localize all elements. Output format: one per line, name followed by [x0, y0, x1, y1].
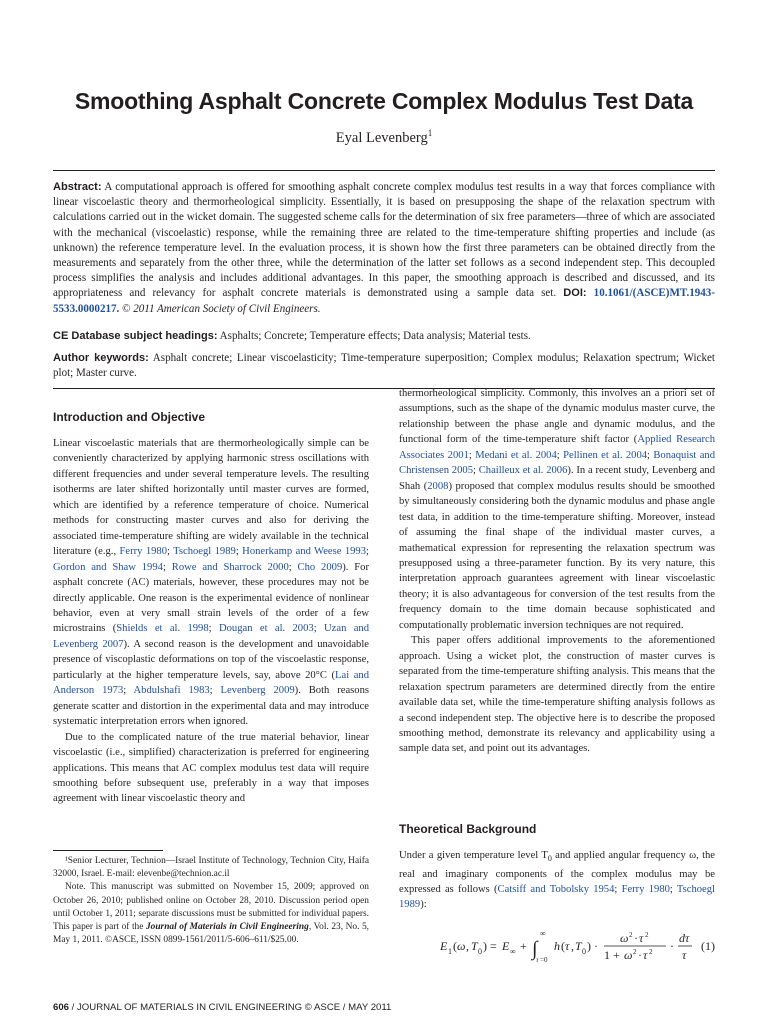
svg-text:,: ,	[571, 939, 574, 953]
svg-text:1 +: 1 +	[604, 948, 620, 962]
subject-text: Asphalts; Concrete; Temperature effects; Data analysis; Material tests.	[217, 330, 531, 342]
svg-text:) =: ) =	[483, 939, 497, 953]
text-run: , Vol. 23, No. 5, May 1, 2011. ©ASCE, ISSN 0899-1561/2011/5-606–611/$25.00.	[53, 922, 370, 946]
text-run: ) proposed that complex modulus results should be smoothed by simultaneously considering both the dynamic modulus and phase angle test data, in addition to the time-temperature shifting. Moreover, instead of assuming the final shape of the individual master curves, a mathematical expression for representing the relaxation spectrum was presupposed using a three-parameter function. By its very nature, this interpretation approach guarantees agreement with linear viscoelastic theory; it is also advantageous for conversion of the test results from the frequency domain to the time domain because sophisticated and computationally problematic inversion techniques are not required.	[399, 480, 715, 631]
svg-text:0: 0	[582, 947, 586, 956]
svg-text:T: T	[575, 939, 582, 953]
text-run: and applied angular frequency ω, the real and imaginary components of the complex modulus may be expressed as follows (	[399, 850, 716, 896]
text-run: ;	[167, 546, 174, 558]
footnote	[53, 855, 369, 947]
author-line	[0, 128, 768, 147]
right-column	[399, 386, 715, 757]
text-run: ;	[468, 449, 476, 461]
theory-paragraph	[399, 848, 715, 913]
abstract-label: Abstract:	[53, 181, 102, 193]
text-run: ;	[235, 546, 243, 558]
svg-text:dτ: dτ	[679, 931, 690, 945]
citation-link[interactable]: Pellinen et al. 2004	[563, 449, 648, 461]
citation-link[interactable]: Tschoegl 1989	[173, 546, 236, 558]
citation-link[interactable]: Tschoegl 1989	[399, 884, 715, 911]
subject-headings	[53, 329, 715, 344]
footnote-affiliation: ¹Senior Lecturer, Technion—Israel Institute of Technology, Technion City, Haifa 32000, Israel. E-mail: elevenbe@technion.ac.il	[53, 856, 369, 880]
text-run: ). A second reason is the development and unavoidable presence of viscoplastic deformations on top of the viscoelastic response, particularly at the higher temperature levels, say, above 20°C (	[53, 638, 369, 681]
keywords-text: Asphalt concrete; Linear viscoelasticity; Time-temperature superposition; Complex modulus; Relaxation spectrum; Wicket plot; Master curve.	[53, 352, 715, 380]
svg-text:2: 2	[629, 931, 633, 939]
text-run: Under a given temperature level T	[399, 850, 548, 861]
text-run: Linear viscoelastic materials that are thermorheologically simple can be conveniently characterized by applying harmonic stress oscillations with different frequencies and under several temperature levels. The resulting isotherms are later shifted horizontally until master curves are formed, which are identified by a reference temperature of choice. Numerical methods for constructing master curves and also for deriving the associated time-temperature shifting are widely available in the technical literature (e.g.,	[53, 438, 369, 558]
text-run: ). For asphalt concrete (AC) materials, however, these procedures may not be directly applicable. One reason is the experimental evidence of nonlinear behavior, even at very small strain levels of the order of a few microstrains (	[53, 561, 369, 635]
text-run: ;	[162, 561, 172, 573]
svg-text:τ: τ	[682, 948, 687, 962]
copyright: © 2011 American Society of Civil Engineers.	[119, 302, 321, 315]
svg-text:h: h	[554, 939, 560, 953]
svg-text:·: ·	[638, 948, 642, 962]
author-name: Eyal Levenberg	[335, 129, 428, 146]
citation-link[interactable]: Ferry 1980	[119, 546, 168, 558]
citation-link[interactable]: Uzan and Levenberg 2007	[53, 623, 370, 650]
svg-text:∞: ∞	[540, 929, 546, 938]
text-run: ). In a recent study, Levenberg and Shah (	[399, 465, 716, 492]
citation-link[interactable]: Cho 2009	[297, 561, 343, 573]
equation-number: (1)	[701, 939, 715, 953]
page-number: 606	[53, 1002, 70, 1013]
citation-link[interactable]: Lai and Anderson 1973	[53, 669, 369, 697]
citation-link[interactable]: Shields et al. 1998	[116, 623, 209, 635]
svg-text:=0: =0	[540, 956, 548, 964]
doi-link[interactable]: 10.1061/(ASCE)MT.1943-5533.0000217.	[53, 287, 715, 315]
svg-text:τ: τ	[565, 939, 570, 953]
svg-text:2: 2	[649, 948, 653, 956]
svg-text:∞: ∞	[510, 947, 516, 956]
text-run: ;	[288, 561, 298, 573]
citation-link[interactable]: Honerkamp and Weese 1993	[242, 546, 367, 558]
citation-link[interactable]: Abdulshafi 1983	[133, 685, 210, 697]
theory-heading: Theoretical Background	[399, 822, 537, 836]
citation-link[interactable]: Applied Research Associates 2001	[399, 434, 715, 461]
doi-label: DOI:	[563, 287, 587, 300]
right-paragraph-1	[399, 386, 715, 633]
intro-heading: Introduction and Objective	[53, 410, 206, 424]
abstract-text: A computational approach is offered for smoothing asphalt concrete complex modulus test results in a way that forces compliance with linear viscoelastic theory and thermorheological simplicity. Essentially, it is based on presupposing the shape of the relaxation spectrum with calculations carried out in the wicket domain. The suggested scheme calls for the determination of six free parameters—three of which are associated with the mechanical (viscoelastic) response, while the remaining three are related to the time-temperature shifting properties and include (as unknown) the reference temperature level. In the evaluation process, it is shown how the first three parameters can be obtained directly from the measurements and separately from the other three, while the determination of the latter set follows as a second independent step. This decoupled process simplifies the analysis and includes additional advantages. In this paper, the smoothing approach is described and discussed, and its appropriateness and relevancy for asphalt concrete materials is demonstrated using a sample data set.	[53, 181, 715, 300]
keywords-label: Author keywords:	[53, 352, 149, 364]
citation-link[interactable]: 2008	[427, 480, 449, 492]
svg-text:·: ·	[634, 931, 638, 945]
text-run: ;	[614, 884, 622, 896]
svg-text:,: ,	[466, 939, 469, 953]
text-run: ;	[669, 884, 677, 896]
svg-text:·: ·	[670, 939, 674, 953]
text-run: thermorheological simplicity. Commonly, this involves an a priori set of assumptions, such as the shape of the dynamic modulus master curve, the relationship between the phase angle and dynamic modulus, and the functional form of the time-temperature shift factor (	[399, 388, 715, 446]
paper-title: Smoothing Asphalt Concrete Complex Modulus Test Data	[74, 88, 694, 114]
svg-text:τ: τ	[643, 948, 648, 962]
footnote-rule	[53, 850, 163, 851]
equation-graphic	[440, 926, 715, 966]
intro-paragraph-2: Due to the complicated nature of the true material behavior, linear viscoelastic (i.e., simplified) characterization is preferred for engineering applications. This means that AC complex modulus test data will require smoothing before subsequent use, preferably in a way that imposes agreement with linear viscoelastic theory and	[53, 731, 369, 805]
journal-name: Journal of Materials in Civil Engineering	[145, 922, 309, 933]
text-run: Note. This manuscript was submitted on November 15, 2009; approved on October 26, 2010; published online on October 28, 2010. Discussion period open until October 1, 2011; separate discussions must be submitted for individual papers. This paper is part of the	[53, 882, 369, 933]
svg-text:) ·: ) ·	[587, 939, 598, 953]
citation-link[interactable]: Dougan et al. 2003	[218, 623, 314, 635]
svg-text:E: E	[440, 939, 448, 953]
text-run: ;	[556, 449, 564, 461]
svg-text:1: 1	[448, 947, 452, 956]
text-run: ;	[647, 449, 654, 461]
svg-text:∫: ∫	[532, 938, 538, 960]
footnote-note	[53, 881, 369, 947]
subject-label: CE Database subject headings:	[53, 330, 218, 342]
svg-text:τ: τ	[536, 956, 539, 964]
citation-link[interactable]: Gordon and Shaw 1994	[53, 561, 163, 573]
svg-text:E: E	[502, 939, 510, 953]
footer-text: / JOURNAL OF MATERIALS IN CIVIL ENGINEERING © ASCE / MAY 2011	[69, 1002, 392, 1013]
theory-text	[399, 848, 715, 913]
svg-text:0: 0	[478, 947, 482, 956]
text-run: ;	[366, 546, 369, 558]
text-run: ;	[473, 465, 479, 477]
svg-text:2: 2	[645, 931, 649, 939]
svg-text:τ: τ	[639, 931, 644, 945]
author-note-mark: 1	[427, 128, 433, 138]
svg-text:ω: ω	[624, 948, 633, 962]
svg-text:(: (	[561, 939, 565, 953]
page-footer	[53, 1002, 391, 1013]
abstract	[53, 180, 715, 317]
intro-paragraph-1	[53, 436, 369, 730]
text-run: ). Both reasons generate scatter and distortion in the experimental data and may introduce systematic interpretation errors when ignored.	[53, 685, 369, 728]
citation-link[interactable]: Ferry 1980	[621, 884, 670, 896]
svg-text:T: T	[471, 939, 478, 953]
author-keywords	[53, 351, 715, 381]
citation-link[interactable]: Levenberg 2009	[220, 685, 295, 697]
left-column	[53, 436, 369, 807]
citation-link[interactable]: Medani et al. 2004	[475, 449, 557, 461]
text-run: ;	[209, 685, 221, 697]
citation-link[interactable]: Rowe and Sharrock 2000	[171, 561, 289, 573]
right-paragraph-2: This paper offers additional improvements to the aforementioned approach. Using a wicket plot, the construction of master curves is separated from the time-temperature shifting analysis. This means that the relaxation spectrum parameters are determined directly from the entire available data set, while the time-temperature shifting analysis follows as a second independent step. The objective here is to describe the proposed smoothing method, demonstrate its relevancy and applicability using a sample data set, and point out its advantages.	[399, 635, 715, 755]
text-run: ;	[313, 623, 325, 635]
subscript: 0	[547, 854, 552, 864]
svg-text:+: +	[520, 939, 527, 953]
citation-link[interactable]: Chailleux et al. 2006	[478, 465, 568, 477]
svg-text:2: 2	[633, 948, 637, 956]
text-run: ):	[420, 899, 427, 911]
svg-text:ω: ω	[620, 931, 629, 945]
svg-text:ω: ω	[457, 939, 466, 953]
top-rule	[53, 170, 715, 171]
svg-text:(: (	[453, 939, 457, 953]
text-run: ;	[208, 623, 219, 635]
citation-link[interactable]: Catsiff and Tobolsky 1954	[497, 884, 615, 896]
citation-link[interactable]: Bonaquist and Christensen 2005	[399, 449, 715, 477]
equation-1	[440, 926, 715, 966]
text-run: ;	[123, 685, 134, 697]
